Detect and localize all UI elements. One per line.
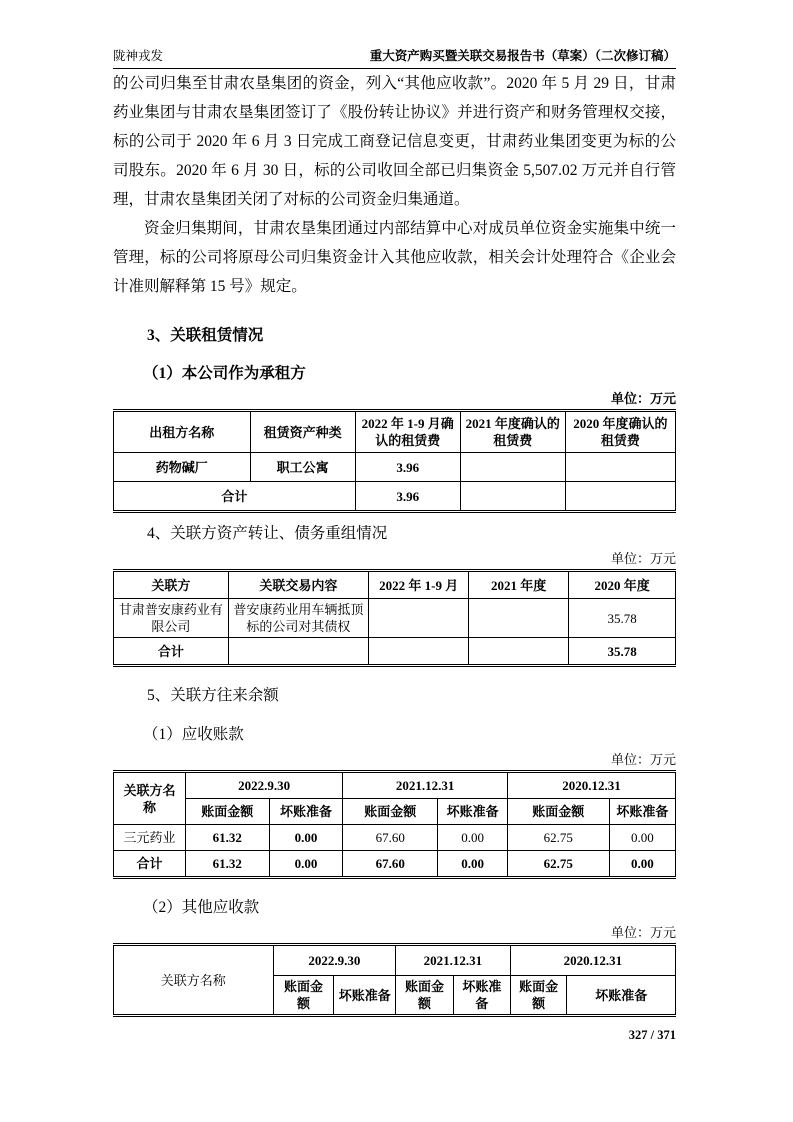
unit-label-lease: 单位：万元 [610, 391, 676, 406]
receivables-total-book-2020: 62.75 [507, 851, 609, 878]
transfer-total-content [228, 638, 369, 666]
transfer-cell-party: 甘肃普安康药业有限公司 [114, 599, 229, 638]
lease-col-asset-type: 租赁资产种类 [250, 411, 355, 453]
other-receivables-sub-book-2021: 账面金额 [396, 976, 454, 1016]
lease-col-2022: 2022 年 1-9 月确认的租赁费 [355, 411, 460, 453]
transfer-col-2021: 2021 年度 [469, 571, 569, 599]
transfer-total-2021 [469, 638, 569, 666]
receivables-data-row [114, 825, 676, 851]
section-title-asset-transfer: 4、关联方资产转让、债务重组情况 [147, 525, 388, 542]
lease-cell-lessor: 药物碱厂 [114, 453, 251, 482]
receivables-period-2021: 2021.12.31 [343, 772, 508, 799]
other-receivables-period-2022: 2022.9.30 [273, 945, 396, 976]
other-receivables-sub-bad-2021: 坏账准备 [453, 976, 510, 1016]
lease-col-2020: 2020 年度确认的租赁费 [565, 411, 675, 453]
transfer-cell-2021 [469, 599, 569, 638]
other-receivables-sub-book-2022: 账面金额 [273, 976, 334, 1016]
receivables-period-2022: 2022.9.30 [185, 772, 342, 799]
receivables-total-row [114, 851, 676, 878]
transfer-col-party: 关联方 [114, 571, 229, 599]
transfer-col-2022: 2022 年 1-9 月 [369, 571, 469, 599]
receivables-sub-book-2022: 账面金额 [185, 799, 269, 825]
receivables-total-book-2022: 61.32 [185, 851, 269, 878]
receivables-row-name: 三元药业 [114, 825, 186, 851]
lease-table-total-row [114, 482, 676, 512]
receivables-val-bad-2022: 0.00 [269, 825, 343, 851]
other-receivables-table [113, 943, 676, 1017]
receivables-total-bad-2020: 0.00 [609, 851, 675, 878]
lease-cell-2022: 3.96 [355, 453, 460, 482]
transfer-total-2020: 35.78 [569, 638, 676, 666]
lease-total-label: 合计 [114, 482, 356, 512]
lease-cell-2021 [460, 453, 565, 482]
transfer-col-2020: 2020 年度 [569, 571, 676, 599]
paragraph-accounting-treatment: 资金归集期间，甘肃农垦集团通过内部结算中心对成员单位资金实施集中统一管理，标的公司将原母公司归集资金计入其他应收款，相关会计处理符合《企业会计准则解释第 15 号》规定。 [113, 220, 676, 295]
other-receivables-sub-bad-2020: 坏账准备 [567, 976, 676, 1016]
receivables-sub-bad-2020: 坏账准备 [609, 799, 675, 825]
receivables-total-bad-2022: 0.00 [269, 851, 343, 878]
receivables-total-label: 合计 [114, 851, 186, 878]
transfer-cell-2020: 35.78 [569, 599, 676, 638]
other-receivables-col-party: 关联方名称 [114, 945, 274, 1016]
lease-col-2021: 2021 年度确认的租赁费 [460, 411, 565, 453]
section-subtitle-other-receivables: （2）其他应收款 [143, 899, 260, 916]
receivables-val-book-2022: 61.32 [185, 825, 269, 851]
receivables-sub-bad-2022: 坏账准备 [269, 799, 343, 825]
transfer-table-total-row [114, 638, 676, 666]
header-report-title: 重大资产购买暨关联交易报告书（草案）（二次修订稿） [369, 49, 676, 63]
lease-total-2021 [460, 482, 565, 512]
transfer-cell-2022 [369, 599, 469, 638]
document-header [113, 46, 676, 69]
receivables-header-row-subs [114, 799, 676, 825]
lease-table-row [114, 453, 676, 482]
receivables-col-party: 关联方名称 [114, 772, 186, 825]
other-receivables-sub-book-2020: 账面金额 [510, 976, 567, 1016]
other-receivables-period-2020: 2020.12.31 [510, 945, 675, 976]
lease-cell-2020 [565, 453, 675, 482]
receivables-sub-book-2020: 账面金额 [507, 799, 609, 825]
transfer-total-2022 [369, 638, 469, 666]
other-receivables-period-2021: 2021.12.31 [396, 945, 511, 976]
lease-col-lessor: 出租方名称 [114, 411, 251, 453]
lease-total-2022: 3.96 [355, 482, 460, 512]
unit-label-transfer: 单位：万元 [610, 551, 676, 566]
section-subtitle-lessee: （1）本公司作为承租方 [143, 365, 306, 382]
receivables-val-bad-2021: 0.00 [438, 825, 508, 851]
page-number: 327 / 371 [628, 1028, 676, 1042]
transfer-total-label: 合计 [114, 638, 229, 666]
receivables-val-bad-2020: 0.00 [609, 825, 675, 851]
transfer-table-row [114, 599, 676, 638]
header-company-name: 陇神戎发 [113, 49, 164, 63]
receivables-header-row-periods [114, 772, 676, 799]
lease-cell-asset: 职工公寓 [250, 453, 355, 482]
section-subtitle-receivables: （1）应收账款 [143, 726, 244, 743]
other-receivables-header-row-periods [114, 945, 676, 976]
section-title-balances: 5、关联方往来余额 [147, 687, 279, 704]
lease-total-2020 [565, 482, 675, 512]
paragraph-fund-collection: 的公司归集至甘肃农垦集团的资金，列入“其他应收款”。2020 年 5 月 29 日，甘肃药业集团与甘肃农垦集团签订了《股份转让协议》并进行资产和财务管理权交接，标的公司于 2020 年 6 月 3 日完成工商登记信息变更，甘肃药业集团变更为标的公司股东。2020 年 6 月 30 日，标的公司收回全部已归集资金 5,507.02 万元并自行管理，甘肃农垦集团关闭了对标的公司资金归集通道。 [113, 75, 676, 208]
receivables-period-2020: 2020.12.31 [507, 772, 675, 799]
receivables-total-book-2021: 67.60 [343, 851, 438, 878]
unit-label-other-receivables: 单位：万元 [610, 925, 676, 940]
lease-table-header-row [114, 411, 676, 453]
receivables-total-bad-2021: 0.00 [438, 851, 508, 878]
transfer-col-content: 关联交易内容 [228, 571, 369, 599]
receivables-sub-book-2021: 账面金额 [343, 799, 438, 825]
receivables-val-book-2021: 67.60 [343, 825, 438, 851]
receivables-table [113, 770, 676, 879]
unit-label-receivables: 单位：万元 [610, 752, 676, 767]
receivables-sub-bad-2021: 坏账准备 [438, 799, 508, 825]
transfer-cell-content: 普安康药业用车辆抵顶标的公司对其债权 [228, 599, 369, 638]
other-receivables-sub-bad-2022: 坏账准备 [334, 976, 396, 1016]
lease-table [113, 409, 676, 513]
asset-transfer-table [113, 569, 676, 667]
transfer-table-header-row [114, 571, 676, 599]
page-content [113, 0, 676, 1017]
section-title-lease: 3、关联租赁情况 [147, 327, 264, 344]
receivables-val-book-2020: 62.75 [507, 825, 609, 851]
